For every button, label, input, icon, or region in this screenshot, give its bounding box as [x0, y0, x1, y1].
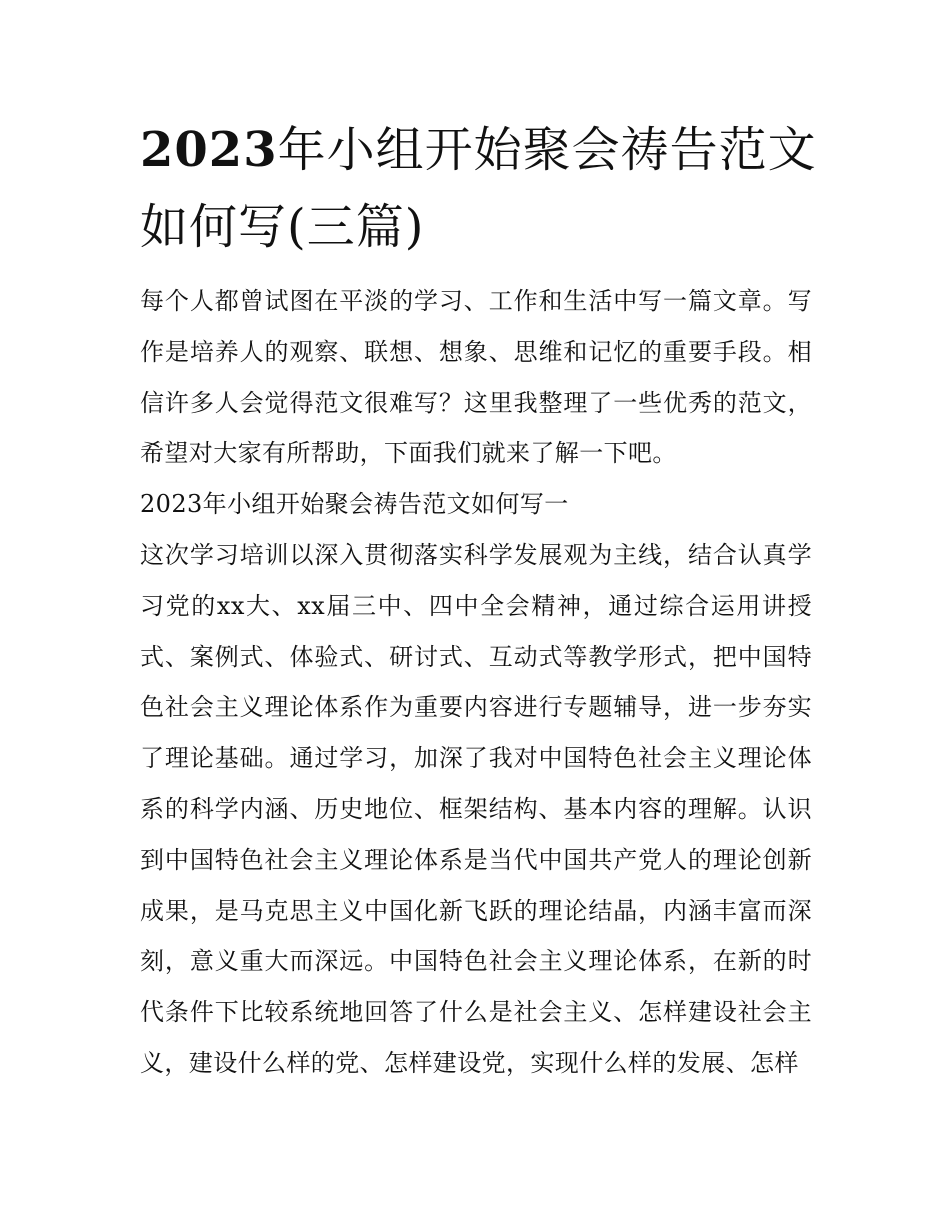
- title-year: 2023: [140, 122, 278, 178]
- title-text: 年小组开始聚会祷告范文如何写(三篇): [140, 122, 817, 255]
- document-body: [140, 276, 812, 1089]
- document-title: [140, 112, 820, 266]
- section-heading: 2023年小组开始聚会祷告范文如何写一: [140, 490, 569, 519]
- section-paragraph: 这次学习培训以深入贯彻落实科学发展观为主线，结合认真学习党的xx大、xx届三中、四中全会精神，通过综合运用讲授式、案例式、体验式、研讨式、互动式等教学形式，把中国特色社会主义理论体系作为重要内容进行专题辅导，进一步夯实了理论基础。通过学习，加深了我对中国特色社会主义理论体系的科学内涵、历史地位、框架结构、基本内容的理解。认识到中国特色社会主义理论体系是当代中国共产党人的理论创新成果，是马克思主义中国化新飞跃的理论结晶，内涵丰富而深刻，意义重大而深远。中国特色社会主义理论体系，在新的时代条件下比较系统地回答了什么是社会主义、怎样建设社会主义，建设什么样的党、怎样建设党，实现什么样的发展、怎样: [140, 540, 812, 1077]
- intro-paragraph: 每个人都曾试图在平淡的学习、工作和生活中写一篇文章。写作是培养人的观察、联想、想象、思维和记忆的重要手段。相信许多人会觉得范文很难写？这里我整理了一些优秀的范文，希望对大家有所帮助，下面我们就来了解一下吧。: [140, 287, 812, 468]
